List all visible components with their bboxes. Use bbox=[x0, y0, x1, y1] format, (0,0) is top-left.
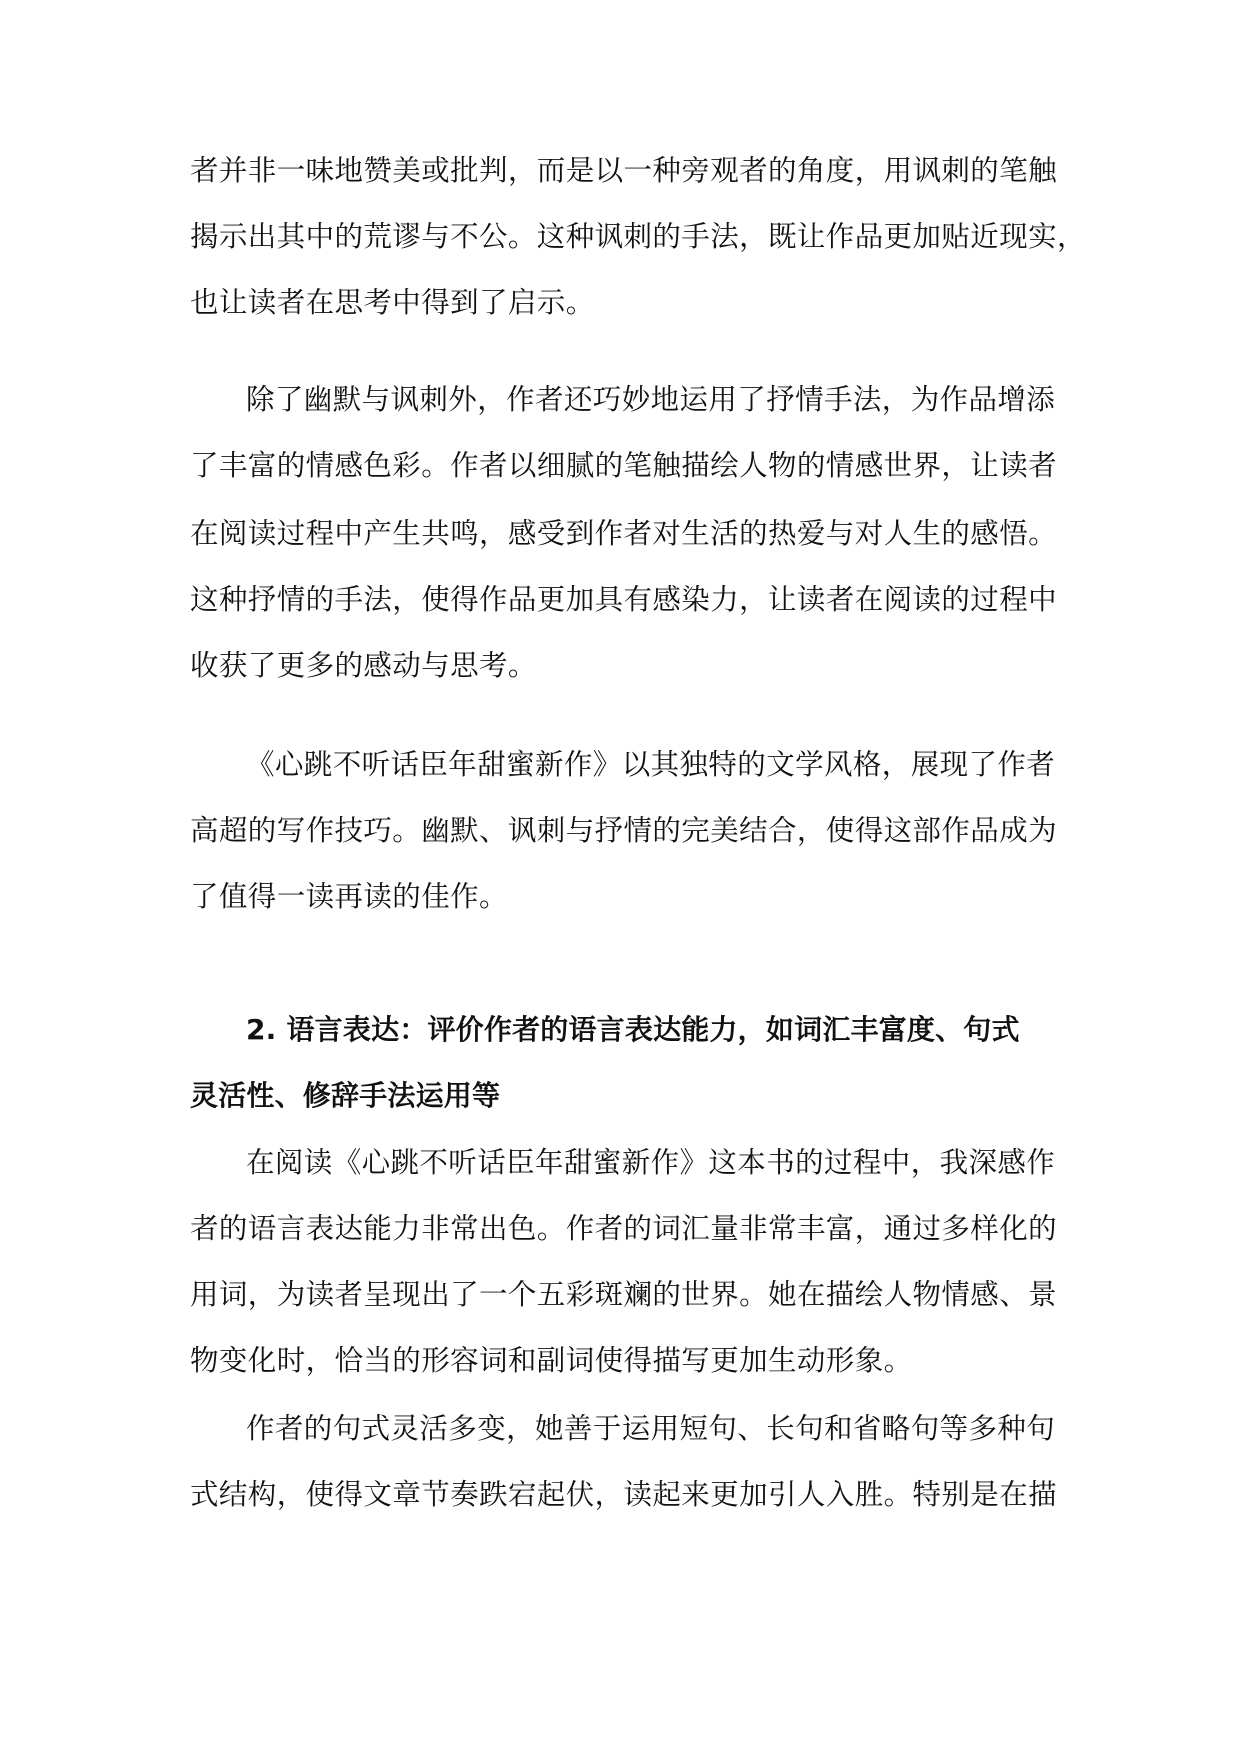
paragraph-2-line-5: 收获了更多的感动与思考。 bbox=[190, 649, 537, 682]
paragraph-4-line-3: 用词，为读者呈现出了一个五彩斑斓的世界。她在描绘人物情感、景 bbox=[190, 1278, 1058, 1311]
paragraph-2-line-1: 除了幽默与讽刺外，作者还巧妙地运用了抒情手法，为作品增添 bbox=[246, 383, 1056, 416]
section-heading-line-2: 灵活性、修辞手法运用等 bbox=[190, 1079, 501, 1112]
paragraph-4-line-2: 者的语言表达能力非常出色。作者的词汇量非常丰富，通过多样化的 bbox=[190, 1212, 1058, 1245]
paragraph-5-line-1: 作者的句式灵活多变，她善于运用短句、长句和省略句等多种句 bbox=[246, 1412, 1056, 1445]
section-heading-line-1: 2. 语言表达：评价作者的语言表达能力，如词汇丰富度、句式 bbox=[246, 1013, 1020, 1046]
paragraph-2-line-4: 这种抒情的手法，使得作品更加具有感染力，让读者在阅读的过程中 bbox=[190, 583, 1058, 616]
paragraph-2-line-3: 在阅读过程中产生共鸣，感受到作者对生活的热爱与对人生的感悟。 bbox=[190, 517, 1058, 550]
paragraph-4-line-4: 物变化时，恰当的形容词和副词使得描写更加生动形象。 bbox=[190, 1344, 913, 1377]
paragraph-3-line-1: 《心跳不听话臣年甜蜜新作》以其独特的文学风格，展现了作者 bbox=[246, 748, 1056, 781]
paragraph-1-line-1: 者并非一味地赞美或批判，而是以一种旁观者的角度，用讽刺的笔触 bbox=[190, 154, 1058, 187]
paragraph-5-line-2: 式结构，使得文章节奏跌宕起伏，读起来更加引人入胜。特别是在描 bbox=[190, 1478, 1058, 1511]
paragraph-4-line-1: 在阅读《心跳不听话臣年甜蜜新作》这本书的过程中，我深感作 bbox=[246, 1146, 1056, 1179]
paragraph-3-line-2: 高超的写作技巧。幽默、讽刺与抒情的完美结合，使得这部作品成为 bbox=[190, 814, 1058, 847]
paragraph-2-line-2: 了丰富的情感色彩。作者以细腻的笔触描绘人物的情感世界，让读者 bbox=[190, 449, 1058, 482]
paragraph-1-line-3: 也让读者在思考中得到了启示。 bbox=[190, 286, 595, 319]
paragraph-1-line-2: 揭示出其中的荒谬与不公。这种讽刺的手法，既让作品更加贴近现实， bbox=[190, 220, 1086, 253]
paragraph-3-line-3: 了值得一读再读的佳作。 bbox=[190, 880, 508, 913]
